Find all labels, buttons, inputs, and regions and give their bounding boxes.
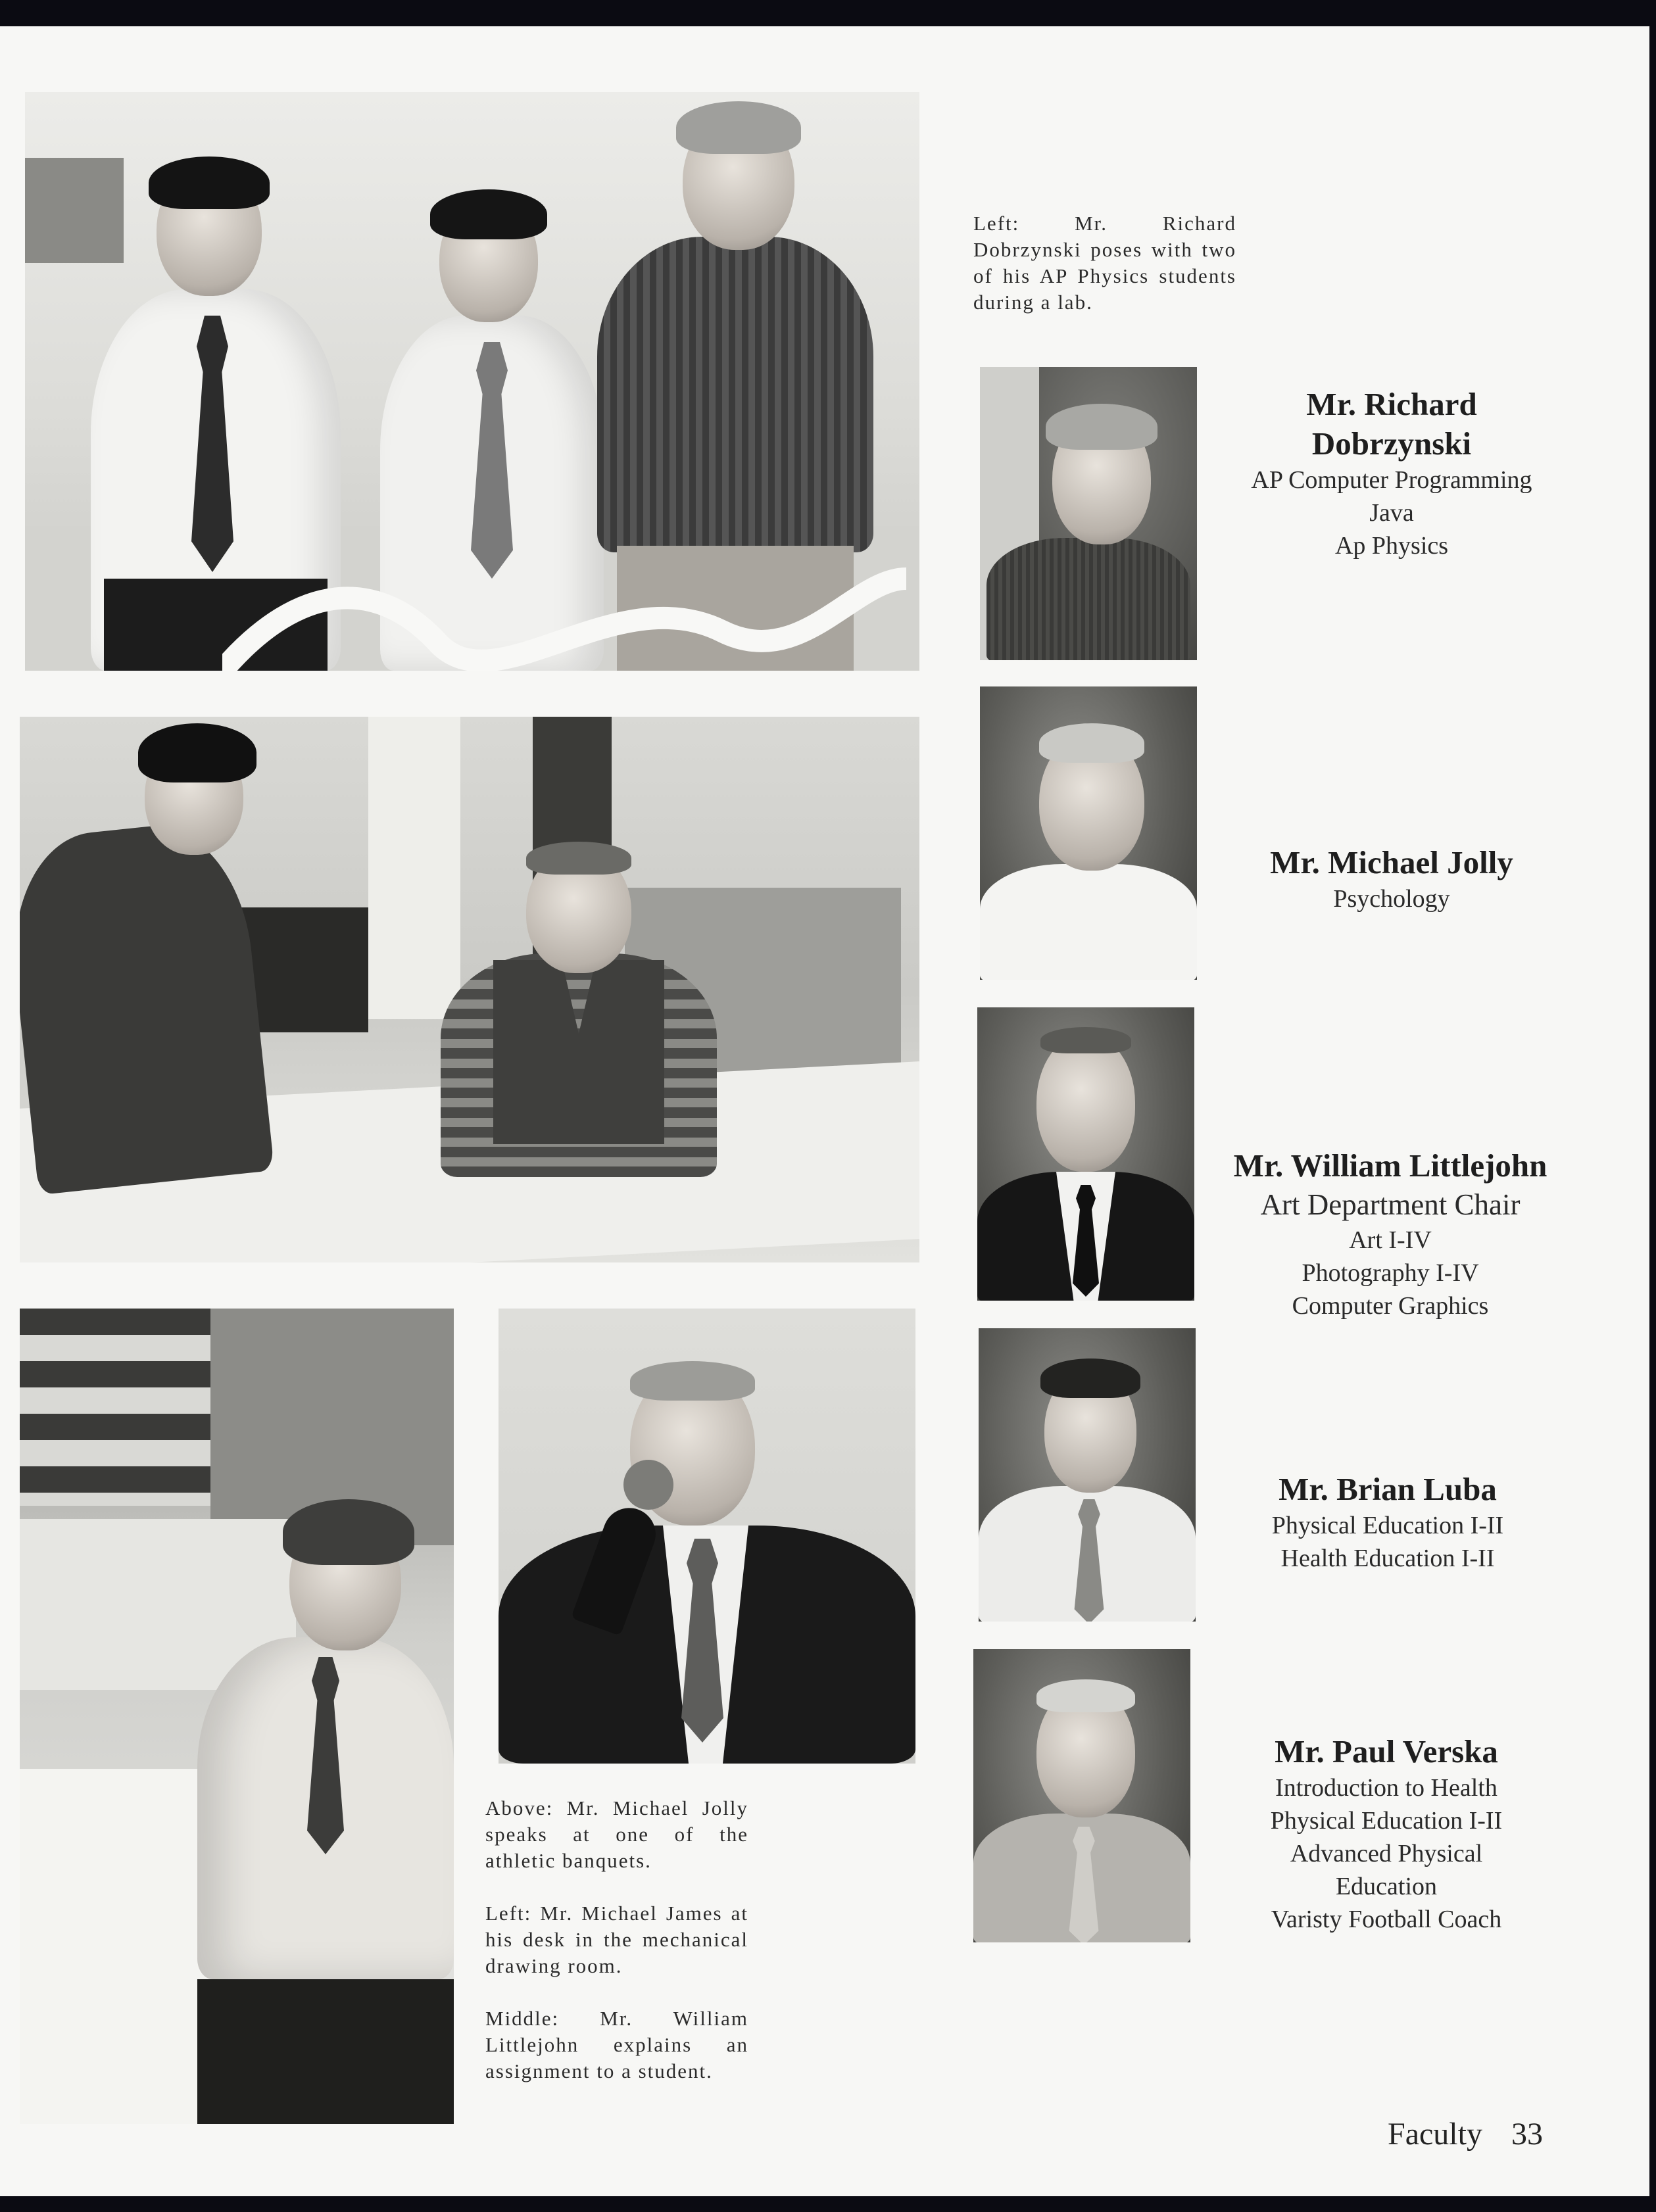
photo-dobrzynski-with-students bbox=[25, 92, 919, 671]
yearbook-page bbox=[0, 26, 1649, 2196]
faculty-subject: Art I-IV bbox=[1349, 1226, 1432, 1254]
faculty-subject: Art Department Chair bbox=[1260, 1188, 1521, 1221]
caption-above: Above: Mr. Michael Jolly speaks at one of the athletic banquets. bbox=[485, 1796, 748, 1872]
faculty-name: Mr. Brian Luba bbox=[1279, 1471, 1497, 1507]
faculty-subject: AP Computer Programming bbox=[1251, 466, 1532, 494]
faculty-subject: Education bbox=[1335, 1873, 1438, 1900]
faculty-name: Mr. Richard bbox=[1306, 386, 1477, 422]
faculty-name: Mr. Michael Jolly bbox=[1270, 844, 1513, 880]
faculty-littlejohn bbox=[1206, 1146, 1574, 1322]
faculty-subject: Varisty Football Coach bbox=[1271, 1906, 1502, 1933]
portrait-jolly bbox=[980, 686, 1197, 980]
scan-border-right bbox=[1649, 0, 1656, 2212]
portrait-verska bbox=[973, 1649, 1190, 1942]
faculty-subject: Health Education I-II bbox=[1280, 1545, 1495, 1572]
page-folio bbox=[1388, 2116, 1543, 2152]
faculty-subject: Computer Graphics bbox=[1292, 1292, 1489, 1320]
page-number: 33 bbox=[1511, 2117, 1543, 2152]
caption-middle: Middle: Mr. William Littlejohn explains an assignment to a student. bbox=[485, 2007, 748, 2082]
faculty-name: Mr. Paul Verska bbox=[1275, 1733, 1498, 1769]
photo-james-at-desk bbox=[20, 1309, 454, 2124]
faculty-subject: Physical Education I-II bbox=[1270, 1807, 1503, 1835]
faculty-subject: Java bbox=[1369, 499, 1414, 527]
faculty-name: Dobrzynski bbox=[1311, 425, 1472, 462]
faculty-subject: Advanced Physical bbox=[1290, 1840, 1483, 1867]
caption-left: Left: Mr. Michael James at his desk in the mechanical drawing room. bbox=[485, 1902, 748, 1977]
portrait-dobrzynski bbox=[980, 367, 1197, 660]
faculty-subject: Physical Education I-II bbox=[1271, 1512, 1504, 1539]
faculty-name: Mr. William Littlejohn bbox=[1233, 1147, 1547, 1184]
faculty-subject: Psychology bbox=[1333, 885, 1450, 913]
faculty-subject: Introduction to Health bbox=[1275, 1774, 1498, 1802]
faculty-dobrzynski bbox=[1207, 385, 1576, 562]
scan-border-bottom bbox=[0, 2196, 1656, 2212]
caption-photo-descriptions bbox=[485, 1795, 748, 2084]
faculty-subject: Ap Physics bbox=[1334, 532, 1449, 560]
faculty-subject: Photography I-IV bbox=[1302, 1259, 1479, 1287]
photo-jolly-speaking bbox=[499, 1309, 915, 1764]
faculty-verska bbox=[1202, 1732, 1571, 1936]
portrait-littlejohn bbox=[977, 1007, 1194, 1301]
caption-dobrzynski-lab: Left: Mr. Richard Dobrzynski poses with two of his AP Physics students during a lab. bbox=[973, 212, 1236, 314]
portrait-luba bbox=[979, 1328, 1196, 1622]
faculty-jolly bbox=[1207, 843, 1576, 915]
photo-littlejohn-with-student bbox=[20, 717, 919, 1262]
faculty-luba bbox=[1204, 1470, 1572, 1575]
section-title: Faculty bbox=[1388, 2117, 1482, 2152]
